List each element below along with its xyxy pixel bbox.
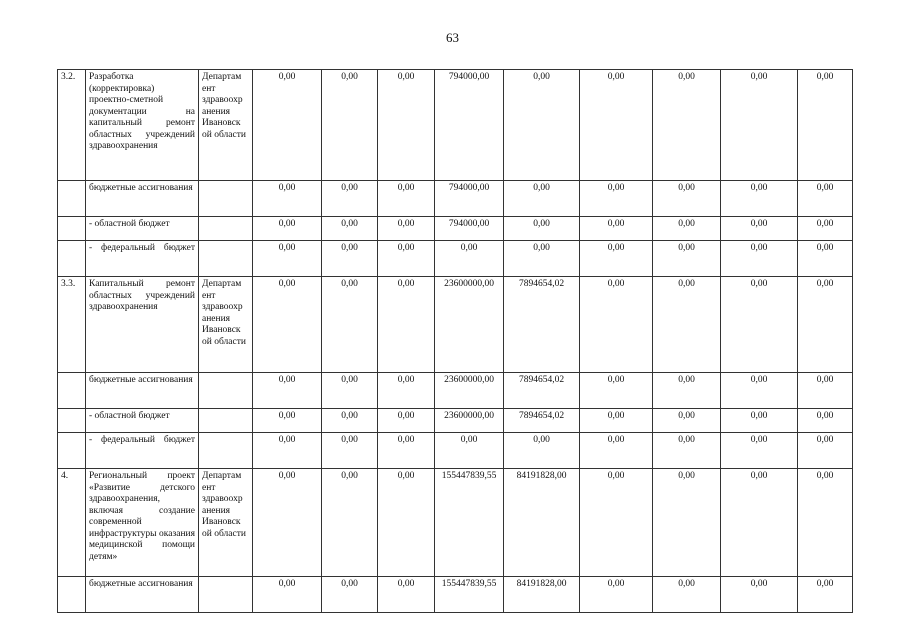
value-cell: 0,00 xyxy=(253,433,322,469)
table-row xyxy=(58,469,853,577)
value-cell: 0,00 xyxy=(580,373,653,409)
value-cell: 0,00 xyxy=(253,373,322,409)
row-name: Разработка (корректировка) проектно-сметной документации на капитальный ремонт областных учреждений здравоохранения xyxy=(86,70,199,181)
value-cell: 0,00 xyxy=(322,217,378,241)
table-row xyxy=(58,409,853,433)
value-cell: 0,00 xyxy=(798,409,853,433)
row-name: - областной бюджет xyxy=(86,409,199,433)
row-number xyxy=(58,241,86,277)
row-name: бюджетные ассигнования xyxy=(86,577,199,613)
value-cell: 0,00 xyxy=(435,433,504,469)
row-executor xyxy=(199,433,253,469)
row-name: - областной бюджет xyxy=(86,217,199,241)
row-executor xyxy=(199,217,253,241)
value-cell: 0,00 xyxy=(798,181,853,217)
value-cell: 0,00 xyxy=(378,469,435,577)
value-cell: 0,00 xyxy=(580,181,653,217)
value-cell: 0,00 xyxy=(580,409,653,433)
value-cell: 84191828,00 xyxy=(504,469,580,577)
table-body xyxy=(58,70,853,613)
value-cell: 0,00 xyxy=(504,181,580,217)
row-executor: Департам ент здравоохр анения Ивановск ой области xyxy=(199,469,253,577)
value-cell: 0,00 xyxy=(253,217,322,241)
value-cell: 0,00 xyxy=(580,577,653,613)
value-cell: 0,00 xyxy=(322,70,378,181)
value-cell: 0,00 xyxy=(322,241,378,277)
value-cell: 0,00 xyxy=(653,181,721,217)
table-row xyxy=(58,277,853,373)
value-cell: 0,00 xyxy=(322,577,378,613)
value-cell: 0,00 xyxy=(653,217,721,241)
row-number xyxy=(58,217,86,241)
value-cell: 0,00 xyxy=(580,241,653,277)
value-cell: 0,00 xyxy=(378,217,435,241)
row-number xyxy=(58,373,86,409)
value-cell: 0,00 xyxy=(580,277,653,373)
value-cell: 155447839,55 xyxy=(435,469,504,577)
value-cell: 0,00 xyxy=(504,70,580,181)
page-number: 63 xyxy=(446,30,459,45)
value-cell: 0,00 xyxy=(653,277,721,373)
table-row xyxy=(58,433,853,469)
value-cell: 0,00 xyxy=(322,373,378,409)
value-cell: 0,00 xyxy=(253,409,322,433)
value-cell: 794000,00 xyxy=(435,181,504,217)
value-cell: 0,00 xyxy=(378,70,435,181)
value-cell: 0,00 xyxy=(580,217,653,241)
value-cell: 0,00 xyxy=(721,277,798,373)
value-cell: 0,00 xyxy=(378,433,435,469)
row-number: 4. xyxy=(58,469,86,577)
value-cell: 0,00 xyxy=(322,409,378,433)
value-cell: 0,00 xyxy=(378,373,435,409)
value-cell: 0,00 xyxy=(721,469,798,577)
value-cell: 0,00 xyxy=(721,217,798,241)
value-cell: 0,00 xyxy=(798,70,853,181)
value-cell: 155447839,55 xyxy=(435,577,504,613)
row-name: - федеральный бюджет xyxy=(86,433,199,469)
row-name: Капитальный ремонт областных учреждений здравоохранения xyxy=(86,277,199,373)
value-cell: 7894654,02 xyxy=(504,373,580,409)
value-cell: 0,00 xyxy=(798,469,853,577)
value-cell: 0,00 xyxy=(378,241,435,277)
value-cell: 84191828,00 xyxy=(504,577,580,613)
value-cell: 0,00 xyxy=(721,181,798,217)
row-name: бюджетные ассигнования xyxy=(86,373,199,409)
value-cell: 0,00 xyxy=(580,433,653,469)
value-cell: 0,00 xyxy=(653,241,721,277)
row-executor xyxy=(199,373,253,409)
table-row xyxy=(58,181,853,217)
value-cell: 0,00 xyxy=(504,241,580,277)
value-cell: 0,00 xyxy=(322,181,378,217)
value-cell: 0,00 xyxy=(798,217,853,241)
value-cell: 7894654,02 xyxy=(504,409,580,433)
value-cell: 0,00 xyxy=(721,241,798,277)
value-cell: 0,00 xyxy=(653,469,721,577)
row-number: 3.2. xyxy=(58,70,86,181)
value-cell: 0,00 xyxy=(721,70,798,181)
row-executor xyxy=(199,577,253,613)
row-name: бюджетные ассигнования xyxy=(86,181,199,217)
value-cell: 0,00 xyxy=(721,433,798,469)
row-number: 3.3. xyxy=(58,277,86,373)
value-cell: 794000,00 xyxy=(435,70,504,181)
row-executor: Департам ент здравоохр анения Ивановск ой области xyxy=(199,70,253,181)
value-cell: 0,00 xyxy=(322,469,378,577)
table-row xyxy=(58,577,853,613)
row-executor xyxy=(199,181,253,217)
value-cell: 0,00 xyxy=(322,433,378,469)
value-cell: 0,00 xyxy=(378,409,435,433)
table-row xyxy=(58,217,853,241)
row-executor: Департам ент здравоохр анения Ивановск ой области xyxy=(199,277,253,373)
table-row xyxy=(58,373,853,409)
value-cell: 0,00 xyxy=(653,577,721,613)
value-cell: 0,00 xyxy=(253,241,322,277)
value-cell: 0,00 xyxy=(721,409,798,433)
value-cell: 0,00 xyxy=(378,181,435,217)
value-cell: 23600000,00 xyxy=(435,373,504,409)
value-cell: 0,00 xyxy=(504,433,580,469)
value-cell: 0,00 xyxy=(378,277,435,373)
value-cell: 0,00 xyxy=(798,433,853,469)
value-cell: 23600000,00 xyxy=(435,409,504,433)
value-cell: 0,00 xyxy=(653,409,721,433)
value-cell: 0,00 xyxy=(653,433,721,469)
value-cell: 0,00 xyxy=(378,577,435,613)
row-name: Региональный проект «Развитие детского здравоохранения, включая создание современной инфраструктуры оказания медицинской помощи детям» xyxy=(86,469,199,577)
value-cell: 0,00 xyxy=(721,373,798,409)
row-number xyxy=(58,409,86,433)
row-executor xyxy=(199,241,253,277)
value-cell: 23600000,00 xyxy=(435,277,504,373)
value-cell: 0,00 xyxy=(798,277,853,373)
value-cell: 0,00 xyxy=(253,70,322,181)
value-cell: 0,00 xyxy=(798,577,853,613)
value-cell: 0,00 xyxy=(253,277,322,373)
value-cell: 7894654,02 xyxy=(504,277,580,373)
value-cell: 0,00 xyxy=(253,181,322,217)
value-cell: 0,00 xyxy=(253,469,322,577)
table-row xyxy=(58,241,853,277)
value-cell: 0,00 xyxy=(435,241,504,277)
value-cell: 794000,00 xyxy=(435,217,504,241)
value-cell: 0,00 xyxy=(504,217,580,241)
row-executor xyxy=(199,409,253,433)
row-number xyxy=(58,433,86,469)
row-number xyxy=(58,577,86,613)
value-cell: 0,00 xyxy=(580,469,653,577)
value-cell: 0,00 xyxy=(580,70,653,181)
value-cell: 0,00 xyxy=(653,373,721,409)
budget-table xyxy=(57,69,853,613)
row-number xyxy=(58,181,86,217)
value-cell: 0,00 xyxy=(798,241,853,277)
value-cell: 0,00 xyxy=(653,70,721,181)
value-cell: 0,00 xyxy=(798,373,853,409)
table-row xyxy=(58,70,853,181)
value-cell: 0,00 xyxy=(721,577,798,613)
value-cell: 0,00 xyxy=(322,277,378,373)
value-cell: 0,00 xyxy=(253,577,322,613)
row-name: - федеральный бюджет xyxy=(86,241,199,277)
